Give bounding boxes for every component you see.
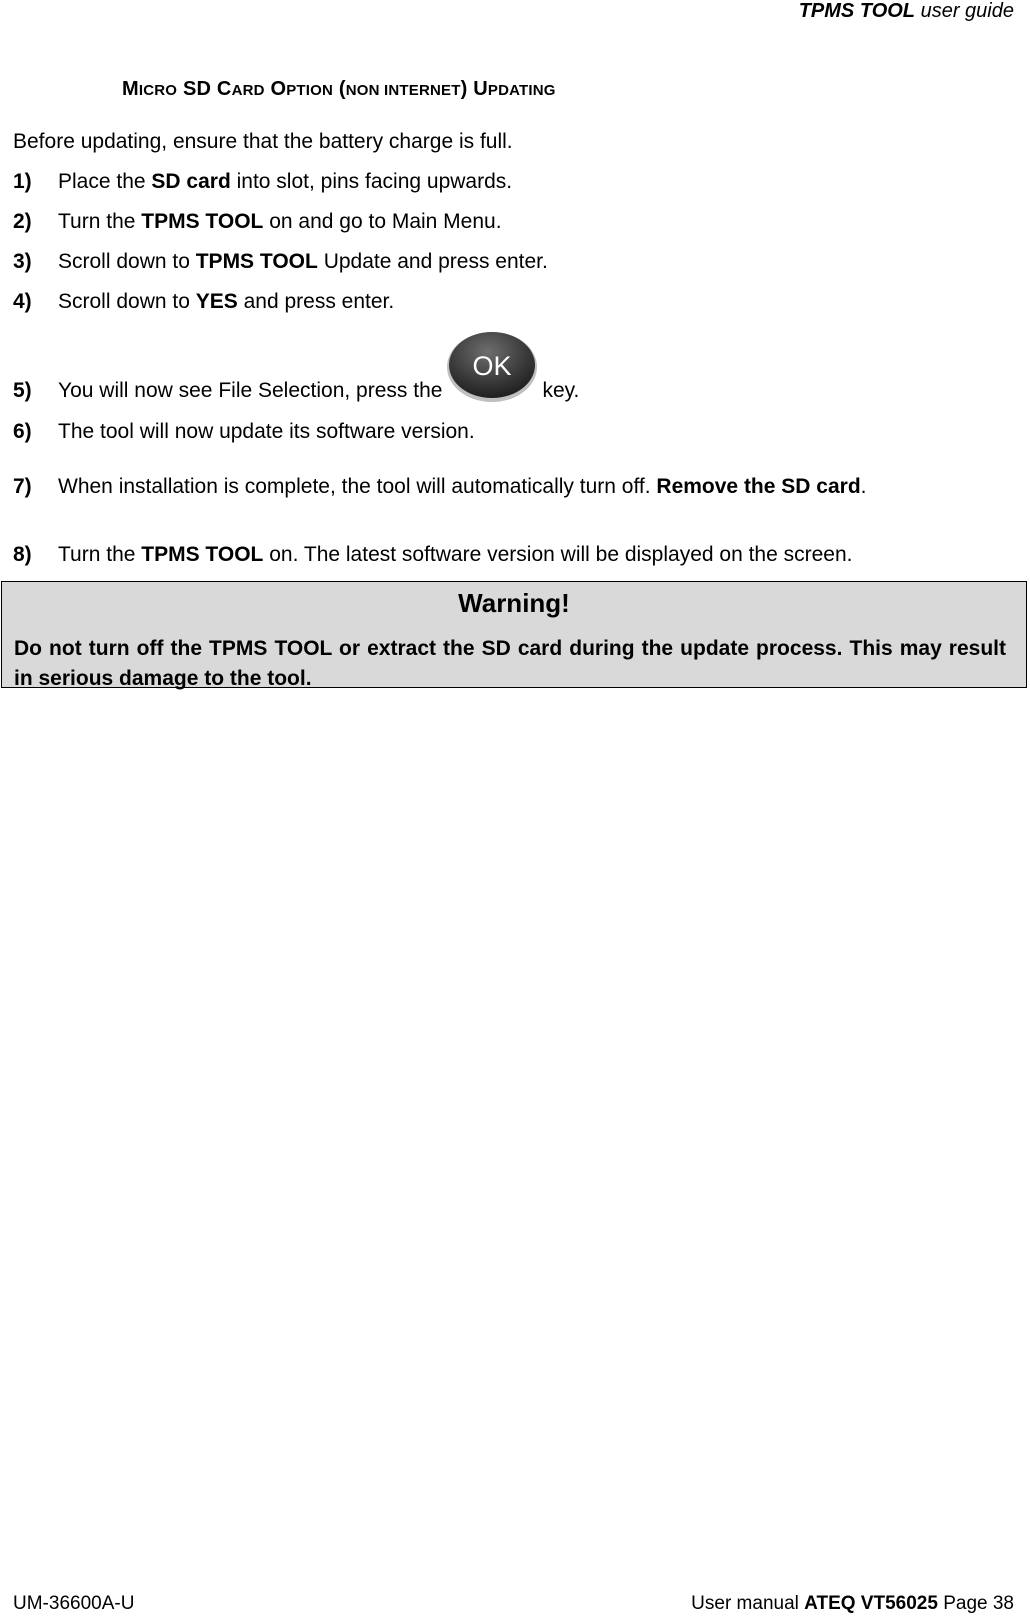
step-text: key. [542, 379, 580, 402]
title-part: C [216, 78, 232, 100]
title-part: O [270, 78, 287, 100]
section-title [122, 78, 556, 101]
step-text: Scroll down to [58, 290, 196, 313]
step-3 [13, 250, 548, 274]
step-text: You will now see File Selection, press the [58, 379, 443, 402]
title-part: ICRO [138, 82, 178, 99]
step-number: 5) [13, 379, 32, 402]
step-7 [13, 472, 1012, 502]
ok-key-icon [446, 329, 538, 403]
title-part: U [473, 78, 488, 100]
step-emphasis: SD card [151, 170, 231, 193]
step-8 [13, 543, 853, 567]
step-text: . [860, 475, 867, 498]
step-emphasis: TPMS TOOL [141, 543, 264, 566]
title-part: ARD [231, 82, 265, 99]
header-suffix: user guide [920, 0, 1014, 22]
step-number: 1) [13, 170, 32, 193]
footer-page-info [691, 1593, 1014, 1615]
step-number: 7) [13, 475, 32, 498]
step-emphasis: YES [195, 290, 238, 313]
step-text: Place the [58, 170, 152, 193]
step-text: The tool will now update its software version. [58, 420, 475, 443]
step-emphasis: TPMS TOOL [141, 210, 264, 233]
step-number: 2) [13, 210, 32, 233]
step-text: Turn the [58, 543, 142, 566]
warning-title: Warning! [458, 588, 570, 618]
step-1 [13, 170, 512, 194]
step-6 [13, 420, 475, 444]
step-text: on and go to Main Menu. [263, 210, 502, 233]
step-text: on. The latest software version will be displayed on the screen. [263, 543, 853, 566]
title-part: PDATING [487, 82, 556, 99]
step-2 [13, 210, 502, 234]
intro-text: Before updating, ensure that the battery charge is full. [13, 130, 513, 153]
ok-key-label: OK [472, 351, 512, 381]
step-4 [13, 290, 394, 314]
footer-doc-code: UM-36600A-U [13, 1593, 135, 1614]
step-text: Update and press enter. [317, 250, 548, 273]
step-emphasis: Remove the SD card [656, 475, 861, 498]
footer-model: ATEQ VT56025 [804, 1593, 938, 1614]
step-text: and press enter. [237, 290, 395, 313]
step-text: Scroll down to [58, 250, 196, 273]
title-part: SD [182, 78, 212, 100]
title-part: PTION [286, 82, 334, 99]
title-part: ) [460, 78, 468, 100]
footer-text: User manual [691, 1593, 805, 1614]
running-header [799, 0, 1014, 23]
step-text: into slot, pins facing upwards. [230, 170, 513, 193]
title-part: ( [338, 78, 346, 100]
title-part: NON INTERNET [345, 82, 461, 99]
footer-page-number: Page 38 [937, 1593, 1014, 1614]
header-product: TPMS TOOL [798, 0, 916, 22]
step-5 [13, 329, 579, 403]
step-number: 6) [13, 420, 32, 443]
step-number: 8) [13, 543, 32, 566]
step-emphasis: TPMS TOOL [195, 250, 318, 273]
warning-box [1, 581, 1027, 688]
step-text: When installation is complete, the tool will automatically turn off. [58, 475, 657, 498]
step-text: Turn the [58, 210, 142, 233]
step-number: 3) [13, 250, 32, 273]
warning-text: Do not turn off the TPMS TOOL or extract the SD card during the update process. This may result in serious damage to the tool. [14, 637, 1006, 690]
step-number: 4) [13, 290, 32, 313]
title-part: M [122, 78, 139, 100]
